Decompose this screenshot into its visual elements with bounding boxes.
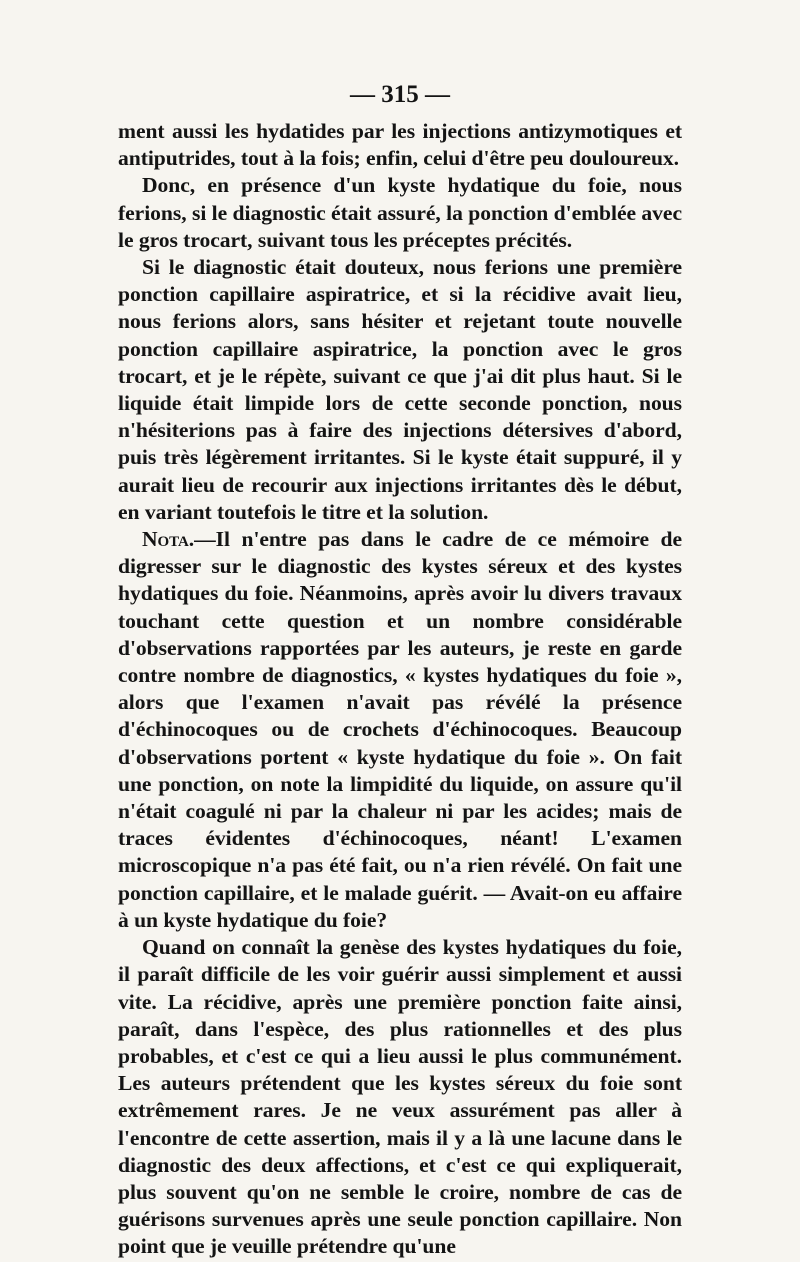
nota-paragraph — [118, 526, 682, 934]
nota-label: Nota. — [142, 527, 195, 552]
page-number: — 315 — — [350, 81, 450, 108]
nota-text: —Il n'entre pas dans le cadre de ce mémoire de digresser sur le diagnostic des kystes séreux et des kystes hydatiques du foie. Néanmoins, après avoir lu divers travaux touchant cette question et un nombre considérable d'observations rapportées par les auteurs, je reste en garde contre nombre de diagnostics, « kystes hydatiques du foie », alors que l'examen n'avait pas révélé la présence d'échinocoques ou de crochets d'échinocoques. Beaucoup d'observations portent « kyste hydatique du foie ». On fait une ponction, on note la limpidité du liquide, on assure qu'il n'était coagulé ni par la chaleur ni par les acides; mais de traces évidentes d'échinocoques, néant! L'examen microscopique n'a pas été fait, ou n'a rien révélé. On fait une ponction capillaire, et le malade guérit. — Avait-on eu affaire à un kyste hydatique du foie? — [118, 527, 682, 932]
paragraph-uncertain-diagnosis: Si le diagnostic était douteux, nous ferions une première ponction capillaire aspiratrice, et si la récidive avait lieu, nous ferions alors, sans hésiter et rejetant toute nouvelle ponction capillaire aspiratrice, la ponction avec le gros trocart, et je le répète, suivant ce que j'ai dit plus haut. Si le liquide était limpide lors de cette seconde ponction, nous n'hésiterions pas à faire des injections détersives d'abord, puis très légèrement irritantes. Si le kyste était suppuré, il y aurait lieu de recourir aux injections irritantes dès le début, en variant toutefois le titre et la solution. — [118, 255, 682, 524]
paragraph-genesis-of-cysts: Quand on connaît la genèse des kystes hydatiques du foie, il paraît difficile de les voir guérir aussi simplement et aussi vite. La récidive, après une première ponction faite ainsi, paraît, dans l'espèce, des plus rationnelles et des plus probables, et c'est ce qui a lieu aussi le plus communément. Les auteurs prétendent que les kystes séreux du foie sont extrêmement rares. Je ne veux assurément pas aller à l'encontre de cette assertion, mais il y a là une lacune dans le diagnostic des deux affections, et c'est ce qui expliquerait, plus souvent qu'on ne semble le croire, nombre de cas de guérisons survenues après une seule ponction capillaire. Non point que je veuille prétendre qu'une — [118, 935, 682, 1259]
continued-paragraph: ment aussi les hydatides par les injections antizymotiques et antiputrides, tout à la fois; enfin, celui d'être peu douloureux. — [118, 119, 682, 171]
paragraph-trocart-procedure: Donc, en présence d'un kyste hydatique du foie, nous ferions, si le diagnostic était assuré, la ponction d'emblée avec le gros trocart, suivant tous les préceptes précités. — [118, 173, 682, 252]
